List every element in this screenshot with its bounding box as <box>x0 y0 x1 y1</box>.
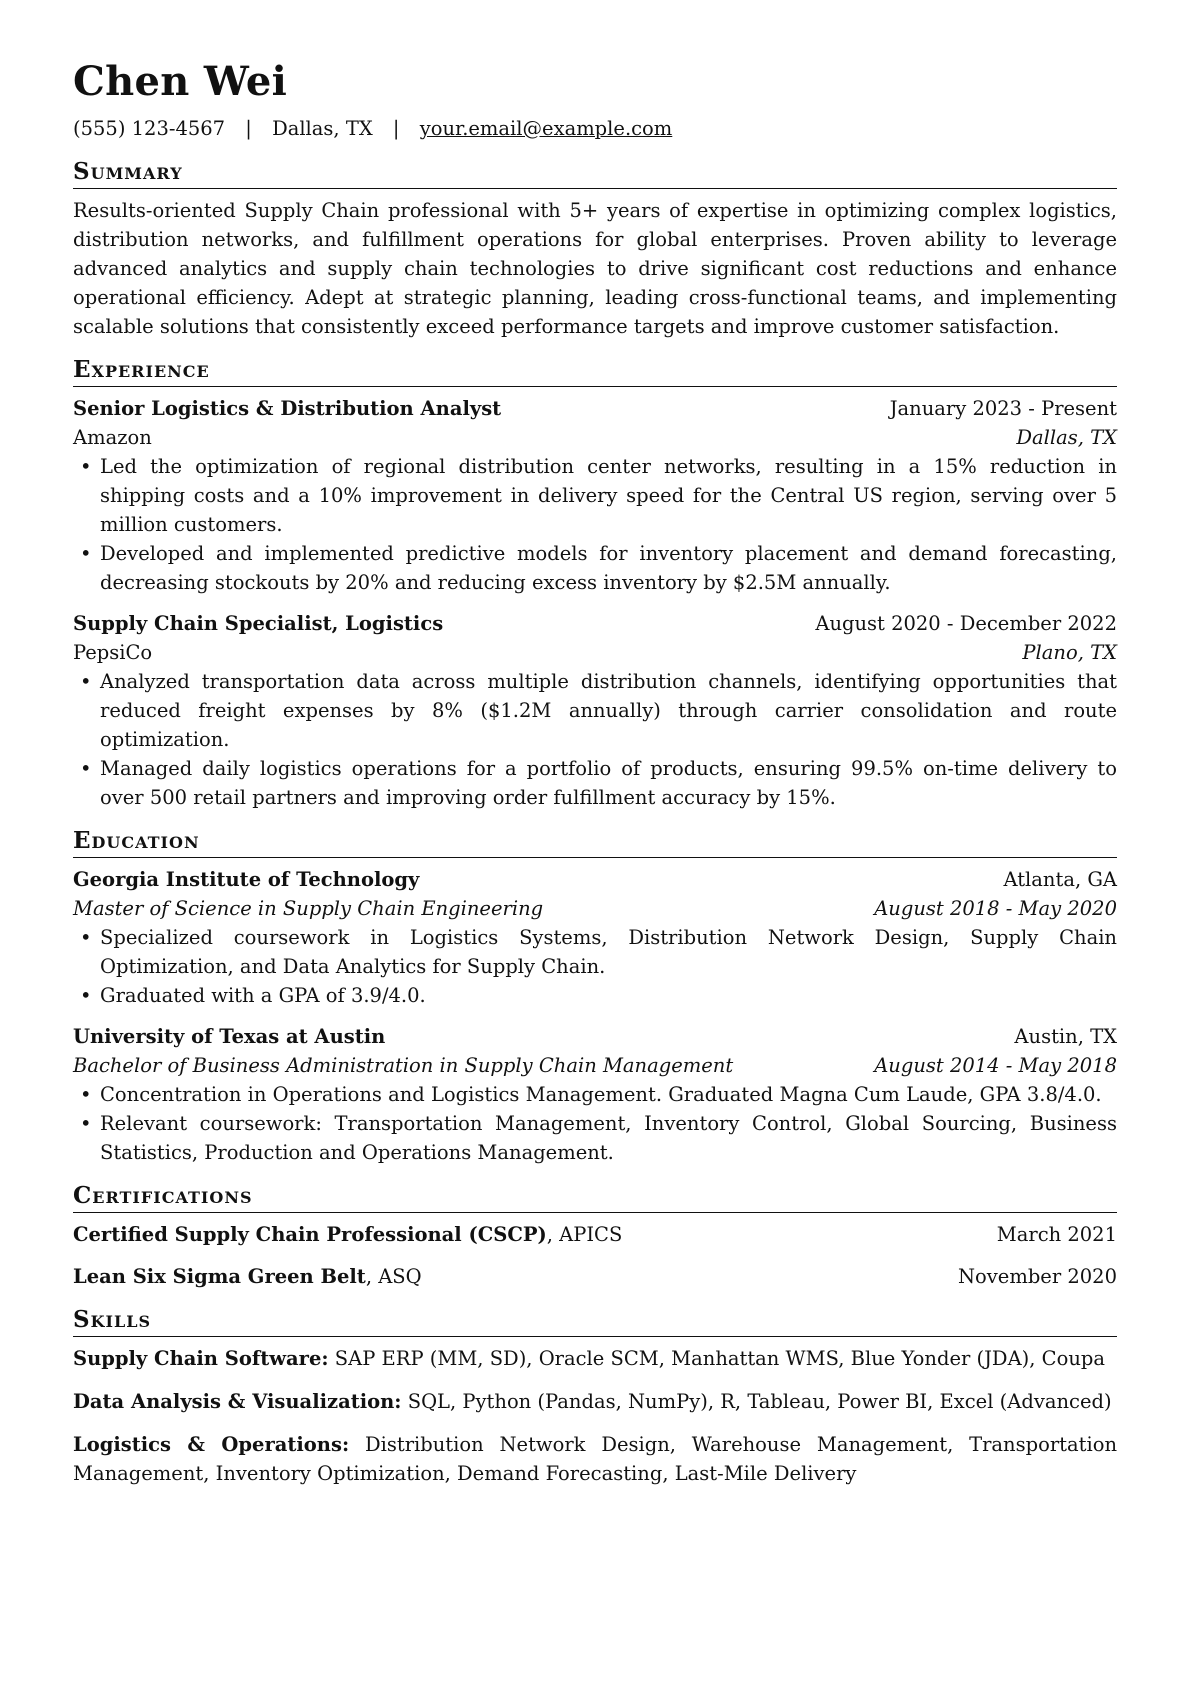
phone: (555) 123-4567 <box>73 117 226 140</box>
education-entry <box>73 865 1117 1010</box>
bullet-item: • Specialized coursework in Logistics Systems, Distribution Network Design, Supply Chain Optimization, and Data Analytics for Supply Chain. <box>73 923 1117 981</box>
job-title: Senior Logistics & Distribution Analyst <box>73 397 502 420</box>
certification-issuer: , ASQ <box>365 1265 422 1288</box>
summary-text: Results-oriented Supply Chain professional with 5+ years of expertise in optimizing complex logistics, distribution networks, and fulfillment operations for global enterprises. Proven ability to leverage advanced analytics and supply chain technologies to drive significant cost reductions and enhance operational efficiency. Adept at strategic planning, leading cross-functional teams, and implementing scalable solutions that consistently exceed performance targets and improve customer satisfaction. <box>73 199 1117 338</box>
degree: Master of Science in Supply Chain Engineering <box>73 897 544 920</box>
bullet-item: • Managed daily logistics operations for a portfolio of products, ensuring 99.5% on-time delivery to over 500 retail partners and improving order fulfillment accuracy by 15%. <box>73 754 1117 812</box>
certification-name: Lean Six Sigma Green Belt <box>73 1265 366 1288</box>
certification-item <box>73 1220 1117 1249</box>
bullet-item: • Developed and implemented predictive models for inventory placement and demand forecasting, decreasing stockouts by 20% and reducing excess inventory by $2.5M annually. <box>73 539 1117 597</box>
experience-heading: Experience <box>73 355 1117 387</box>
certification-issuer: , APICS <box>546 1223 623 1246</box>
job-title: Supply Chain Specialist, Logistics <box>73 612 444 635</box>
company-name: PepsiCo <box>73 641 153 664</box>
summary-heading: Summary <box>73 157 1117 189</box>
experience-section <box>73 394 1117 812</box>
skill-value: SAP ERP (MM, SD), Oracle SCM, Manhattan WMS, Blue Yonder (JDA), Coupa <box>328 1347 1105 1370</box>
email-link[interactable]: your.email@example.com <box>419 117 673 140</box>
skills-section <box>73 1344 1117 1488</box>
education-heading: Education <box>73 826 1117 858</box>
bullet-item: • Relevant coursework: Transportation Management, Inventory Control, Global Sourcing, Business Statistics, Production and Operations Management. <box>73 1109 1117 1167</box>
bullet-item: • Graduated with a GPA of 3.9/4.0. <box>73 981 1117 1010</box>
education-entry <box>73 1022 1117 1167</box>
certification-item <box>73 1262 1117 1291</box>
company-name: Amazon <box>73 426 152 449</box>
skill-value: Distribution Network Design, Warehouse Management, Transportation Management, Inventory Optimization, Demand Forecasting, Last-Mile Delivery <box>73 1433 1117 1485</box>
job-location: Plano, TX <box>1022 641 1117 664</box>
certifications-section <box>73 1220 1117 1291</box>
summary-section <box>73 196 1117 341</box>
skill-group <box>73 1344 1117 1373</box>
separator: | <box>245 117 252 140</box>
experience-entry <box>73 609 1117 812</box>
bullet-item: • Led the optimization of regional distribution center networks, resulting in a 15% reduction in shipping costs and a 10% improvement in delivery speed for the Central US region, serving over 5 million customers. <box>73 452 1117 539</box>
degree: Bachelor of Business Administration in Supply Chain Management <box>73 1054 734 1077</box>
location: Dallas, TX <box>272 117 373 140</box>
job-dates: January 2023 - Present <box>889 397 1117 420</box>
skill-label: Data Analysis & Visualization: <box>73 1390 402 1413</box>
education-dates: August 2018 - May 2020 <box>874 897 1117 920</box>
skill-label: Supply Chain Software: <box>73 1347 329 1370</box>
candidate-name: Chen Wei <box>73 58 288 105</box>
job-location: Dallas, TX <box>1016 426 1117 449</box>
school-name: University of Texas at Austin <box>73 1025 386 1048</box>
contact-line <box>73 115 1117 143</box>
certification-name: Certified Supply Chain Professional (CSCP) <box>73 1223 547 1246</box>
skill-group <box>73 1430 1117 1488</box>
bullet-item: • Analyzed transportation data across multiple distribution channels, identifying opportunities that reduced freight expenses by 8% ($1.2M annually) through carrier consolidation and route optimization. <box>73 667 1117 754</box>
separator: | <box>392 117 400 140</box>
certification-date: November 2020 <box>957 1265 1117 1288</box>
school-name: Georgia Institute of Technology <box>73 868 420 891</box>
bullet-item: • Concentration in Operations and Logistics Management. Graduated Magna Cum Laude, GPA 3.8/4.0. <box>73 1080 1117 1109</box>
education-dates: August 2014 - May 2018 <box>874 1054 1117 1077</box>
skill-group <box>73 1387 1117 1416</box>
certification-date: March 2021 <box>996 1223 1117 1246</box>
skill-label: Logistics & Operations: <box>73 1433 350 1456</box>
school-location: Austin, TX <box>1014 1025 1117 1048</box>
certifications-heading: Certifications <box>73 1181 1117 1213</box>
skills-heading: Skills <box>73 1305 1117 1337</box>
education-section <box>73 865 1117 1167</box>
job-dates: August 2020 - December 2022 <box>815 612 1117 635</box>
skill-value: SQL, Python (Pandas, NumPy), R, Tableau, Power BI, Excel (Advanced) <box>401 1390 1112 1413</box>
experience-entry <box>73 394 1117 597</box>
school-location: Atlanta, GA <box>1003 868 1117 891</box>
